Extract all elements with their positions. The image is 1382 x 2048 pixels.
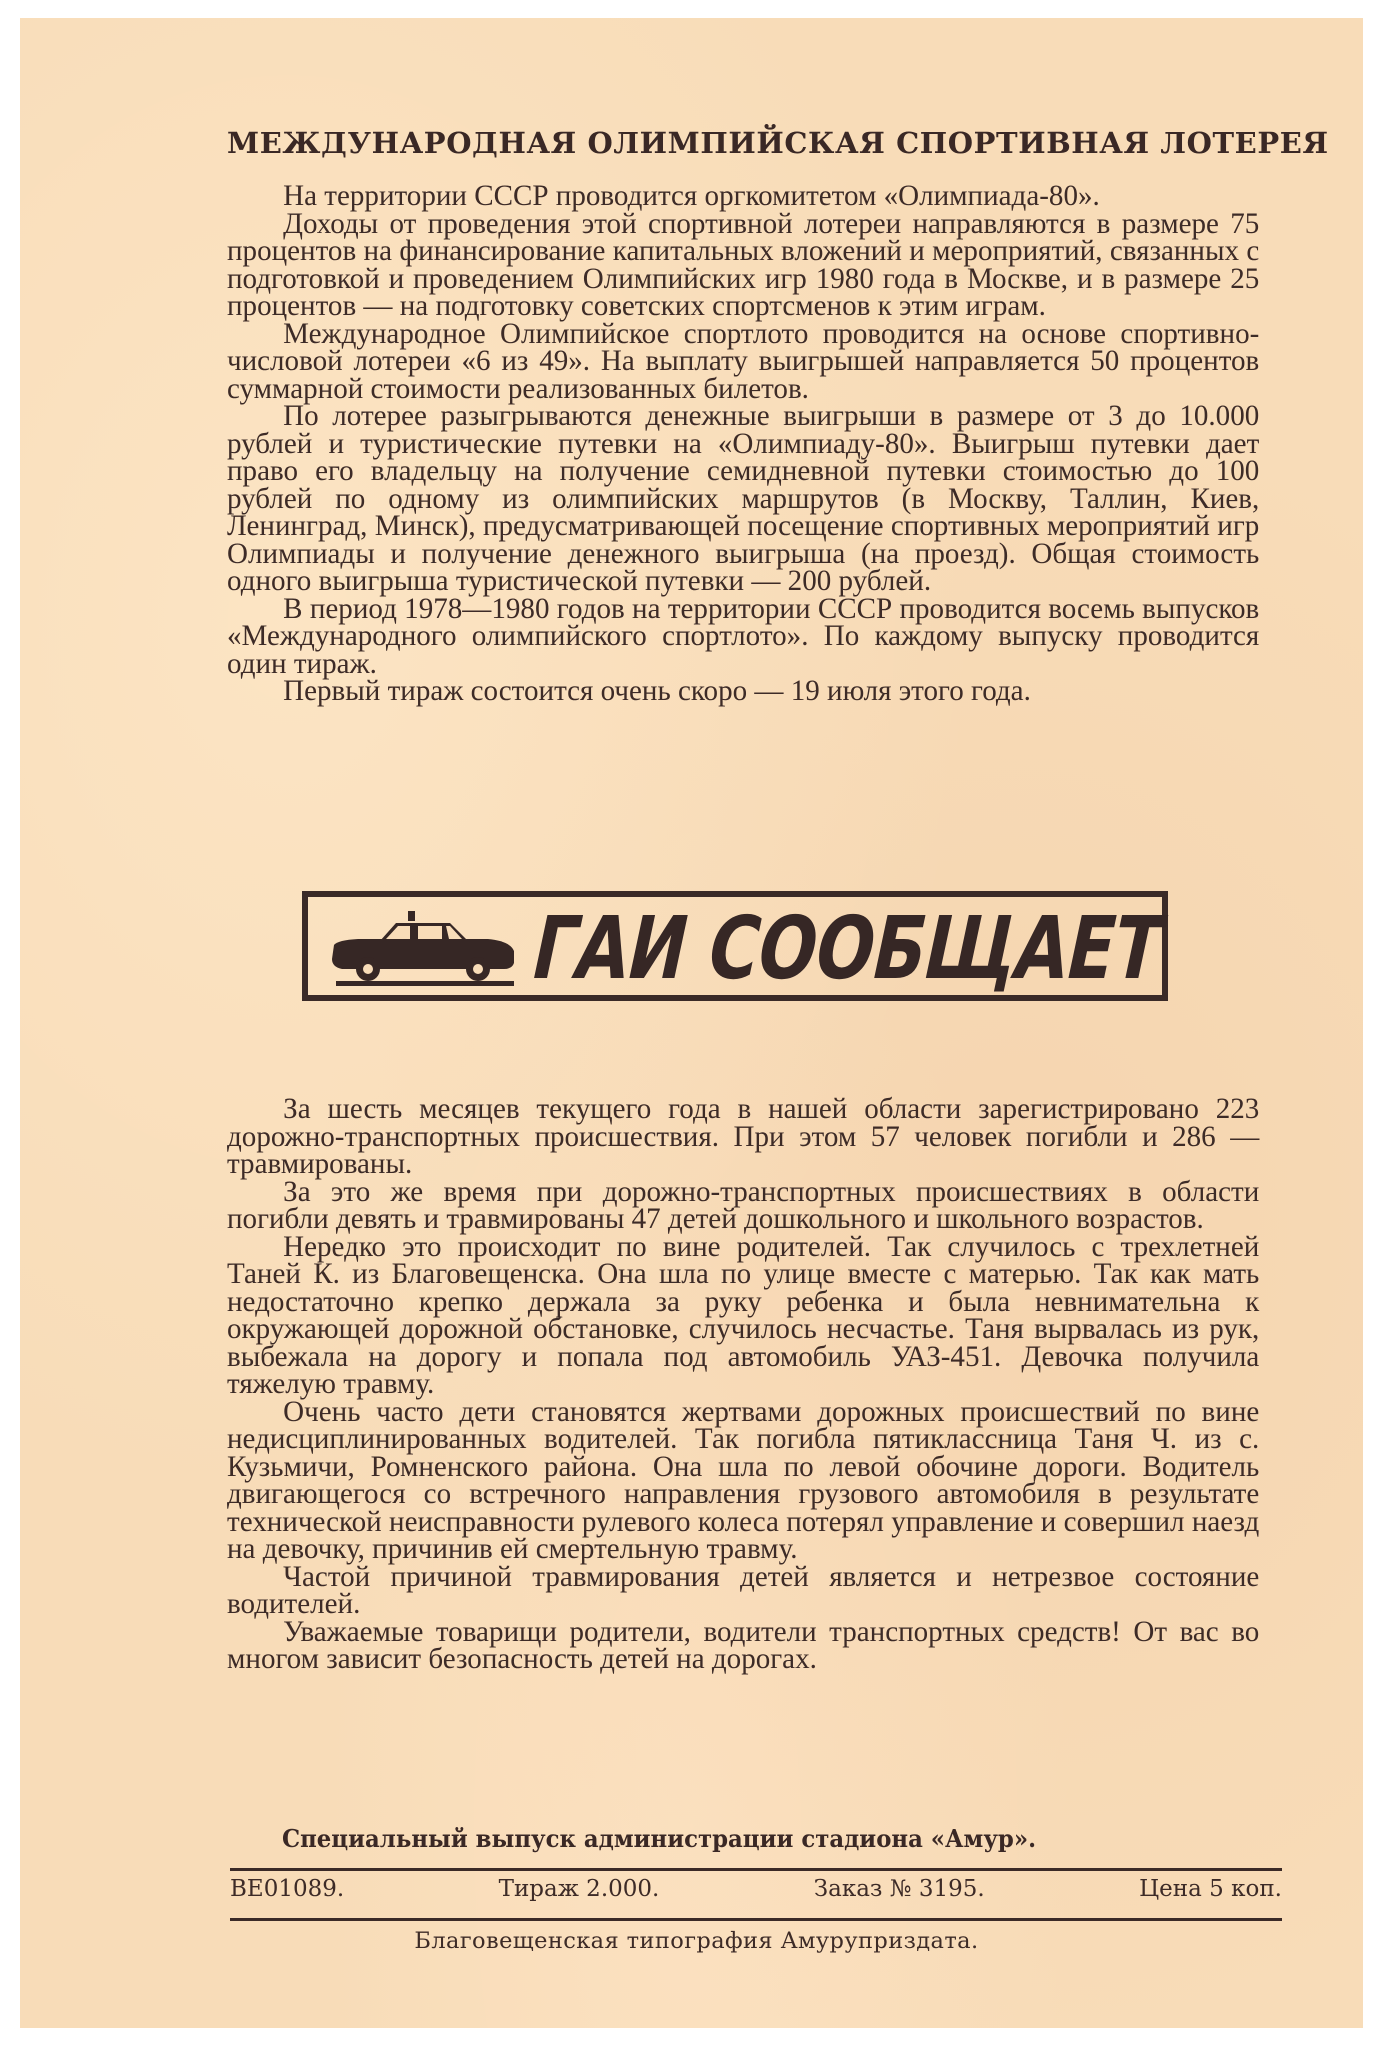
printer-credit: Благовещенская типография Амуруприздата. [414, 1928, 979, 1954]
imprint-line [230, 1876, 1282, 1902]
lottery-paragraph: Международное Олимпийское спортлото проводится на основе спортивно-числовой лотереи «6 из 49». На выплату выигрышей направляется 50 процентов суммарной стоимости реализованных билетов. [227, 317, 1260, 405]
police-car-icon [328, 911, 518, 991]
document-page [20, 18, 1363, 2028]
imprint-price: Цена 5 коп. [1139, 1876, 1282, 1902]
gai-article [227, 1093, 1260, 1675]
gai-banner [302, 891, 1172, 1001]
gai-paragraph: Уважаемые товарищи родители, водители транспортных средств! От вас во многом зависит безопасность детей на дорогах. [227, 1615, 1260, 1675]
gai-paragraph: За это же время при дорожно-транспортных происшествиях в области погибли девять и травмированы 47 детей дошкольного и школьного возрастов. [227, 1175, 1260, 1235]
imprint-order: Заказ № 3195. [813, 1876, 985, 1902]
gai-paragraph: Частой причиной травмирования детей является и нетрезвое состояние водителей. [227, 1560, 1260, 1620]
imprint-code: ВЕ01089. [230, 1876, 345, 1902]
lottery-paragraph: По лотерее разыгрываются денежные выигрыши в размере от 3 до 10.000 рублей и туристические путевки на «Олимпиаду-80». Выигрыш путевки дает право его владельцу на получение семидневной путевки стоимостью до 100 рублей по одному из олимпийских маршрутов (в Москву, Таллин, Киев, Ленинград, Минск), предусматривающей посещение спортивных мероприятий игр Олимпиады и получение денежного выигрыша (на проезд). Общая стоимость одного выигрыша туристической путевки — 200 рублей. [227, 400, 1260, 597]
imprint-circulation: Тираж 2.000. [498, 1876, 660, 1902]
lottery-article [227, 180, 1260, 707]
gai-paragraph: За шесть месяцев текущего года в нашей области зарегистрировано 223 дорожно-транспортных происшествия. При этом 57 человек погибли и 286 — травмированы. [227, 1093, 1260, 1180]
lottery-paragraph: В период 1978—1980 годов на территории СССР проводится восемь выпусков «Международного олимпийского спортлото». По каждому выпуску проводится один тираж. [227, 592, 1260, 680]
divider-rule [230, 1918, 1282, 1921]
special-issue-note: Специальный выпуск администрации стадиона «Амур». [282, 1824, 1037, 1853]
lottery-paragraph: На территории СССР проводится оргкомитетом «Олимпиада-80». [283, 180, 1100, 212]
gai-paragraph: Очень часто дети становятся жертвами дорожных происшествий по вине недисциплинированных водителей. Так погибла пятиклассница Таня Ч. из с. Кузьмичи, Ромненского района. Она шла по левой обочине дороги. Водитель двигающегося со встречного направления грузового автомобиля в результате технической неисправности рулевого колеса потерял управление и совершил наезд на девочку, причинив ей смертельную травму. [227, 1395, 1260, 1565]
lottery-title: МЕЖДУНАРОДНАЯ ОЛИМПИЙСКАЯ СПОРТИВНАЯ ЛОТЕРЕЯ [227, 126, 1329, 160]
lottery-paragraph: Доходы от проведения этой спортивной лотереи направляются в размере 75 процентов на финансирование капитальных вложений и мероприятий, связанных с подготовкой и проведением Олимпийских игр 1980 года в Москве, и в размере 25 процентов — на подготовку советских спортсменов к этим играм. [227, 207, 1260, 322]
gai-paragraph: Нередко это происходит по вине родителей. Так случилось с трехлетней Таней К. из Благовещенска. Она шла по улице вместе с матерью. Так как мать недостаточно крепко держала за руку ребенка и была невнимательна к окружающей дорожной обстановке, случилось несчастье. Таня вырвалась из рук, выбежала на дорогу и попала под автомобиль УАЗ-451. Девочка получила тяжелую травму. [227, 1230, 1260, 1400]
gai-banner-title: ГАИ СООБЩАЕТ [523, 898, 1172, 999]
divider-rule [230, 1868, 1282, 1871]
lottery-paragraph: Первый тираж состоится очень скоро — 19 июля этого года. [283, 675, 1031, 707]
